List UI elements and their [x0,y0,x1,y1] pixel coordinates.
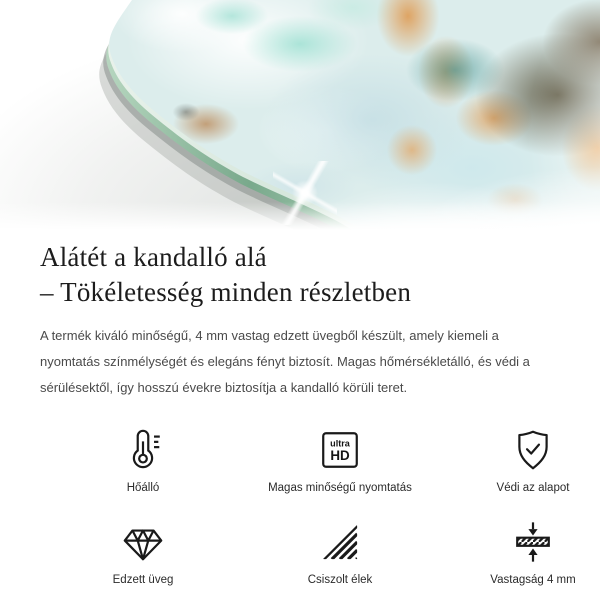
feature-hd-print [242,425,438,495]
product-description: A termék kiváló minőségű, 4 mm vastag edzett üvegből készült, amely kiemeli a nyomtatás színmélységét és elegáns fényt biztosít. Magas hőmérsékletálló, és védi a sérülésektől, így hosszú évekre biztosítja a kandalló körüli teret. [40,328,530,395]
feature-thickness [438,517,600,587]
feature-grid [40,425,576,587]
feature-label: Védi az alapot [496,482,570,494]
feature-heat-resistant [44,425,242,495]
diamond-icon [120,517,166,565]
shield-check-icon [510,425,556,473]
glass-disc-artwork [0,0,600,232]
feature-label: Csiszolt élek [307,574,373,586]
page-title-line2: – Tökéletesség minden részletben [40,277,412,307]
feature-protects-base [438,425,600,495]
feature-label: Hőálló [126,482,160,494]
thickness-icon [510,517,556,565]
ultra-hd-icon-text-bottom: HD [330,448,350,464]
polished-edges-icon [317,517,363,565]
feature-polished-edges [242,517,438,587]
hero-product-image [0,0,600,232]
ultra-hd-icon [317,425,363,473]
page-title-line1: Alátét a kandalló alá [40,242,267,272]
feature-label: Vastagság 4 mm [490,574,576,586]
thermometer-icon [120,425,166,473]
feature-tempered-glass [44,517,242,587]
feature-label: Edzett üveg [112,574,174,586]
ultra-hd-icon-text-top: ultra [330,438,350,449]
feature-label: Magas minőségű nyomtatás [268,482,412,494]
page-title [40,240,560,310]
content-section [0,240,600,587]
